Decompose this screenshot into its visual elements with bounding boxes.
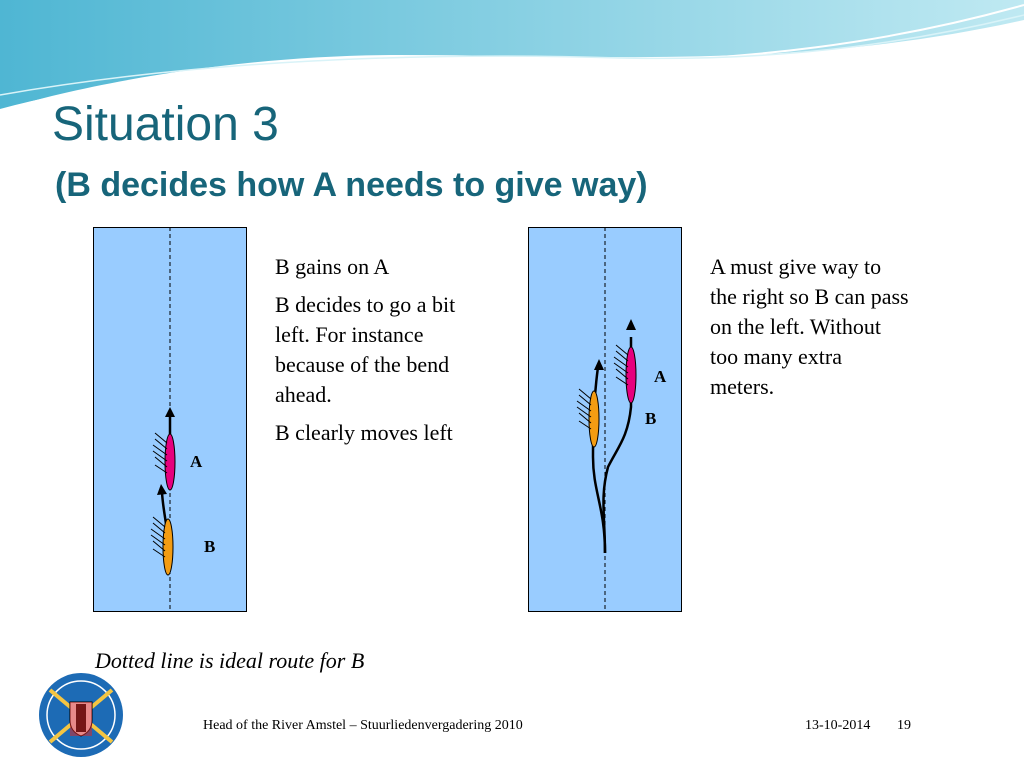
club-logo-icon xyxy=(38,672,124,758)
left-text-p3: B clearly moves left xyxy=(275,420,453,445)
label-b-diagram-2: B xyxy=(645,409,657,428)
footer-date: 13-10-2014 xyxy=(805,718,871,733)
diagram-2-river xyxy=(528,227,684,613)
label-a-diagram-2: A xyxy=(654,367,667,386)
diagram-caption: Dotted line is ideal route for B xyxy=(95,648,365,673)
label-a-diagram-1: A xyxy=(190,452,203,471)
slide-subtitle: (B decides how A needs to give way) xyxy=(55,166,648,204)
label-b-diagram-1: B xyxy=(204,537,216,556)
left-text-p1: B gains on A xyxy=(275,254,390,279)
right-text-p1: A must give way to the right so B can pass on the left. Without too many extra meters. xyxy=(710,254,909,399)
footer-event: Head of the River Amstel – Stuurliedenvergadering 2010 xyxy=(203,718,523,733)
left-text-block xyxy=(275,252,475,456)
diagram-1-river xyxy=(93,227,249,613)
right-text-block xyxy=(710,252,910,410)
slide-title: Situation 3 xyxy=(52,98,279,151)
left-text-p2: B decides to go a bit left. For instance because of the bend ahead. xyxy=(275,292,456,407)
page-number: 19 xyxy=(897,718,911,733)
